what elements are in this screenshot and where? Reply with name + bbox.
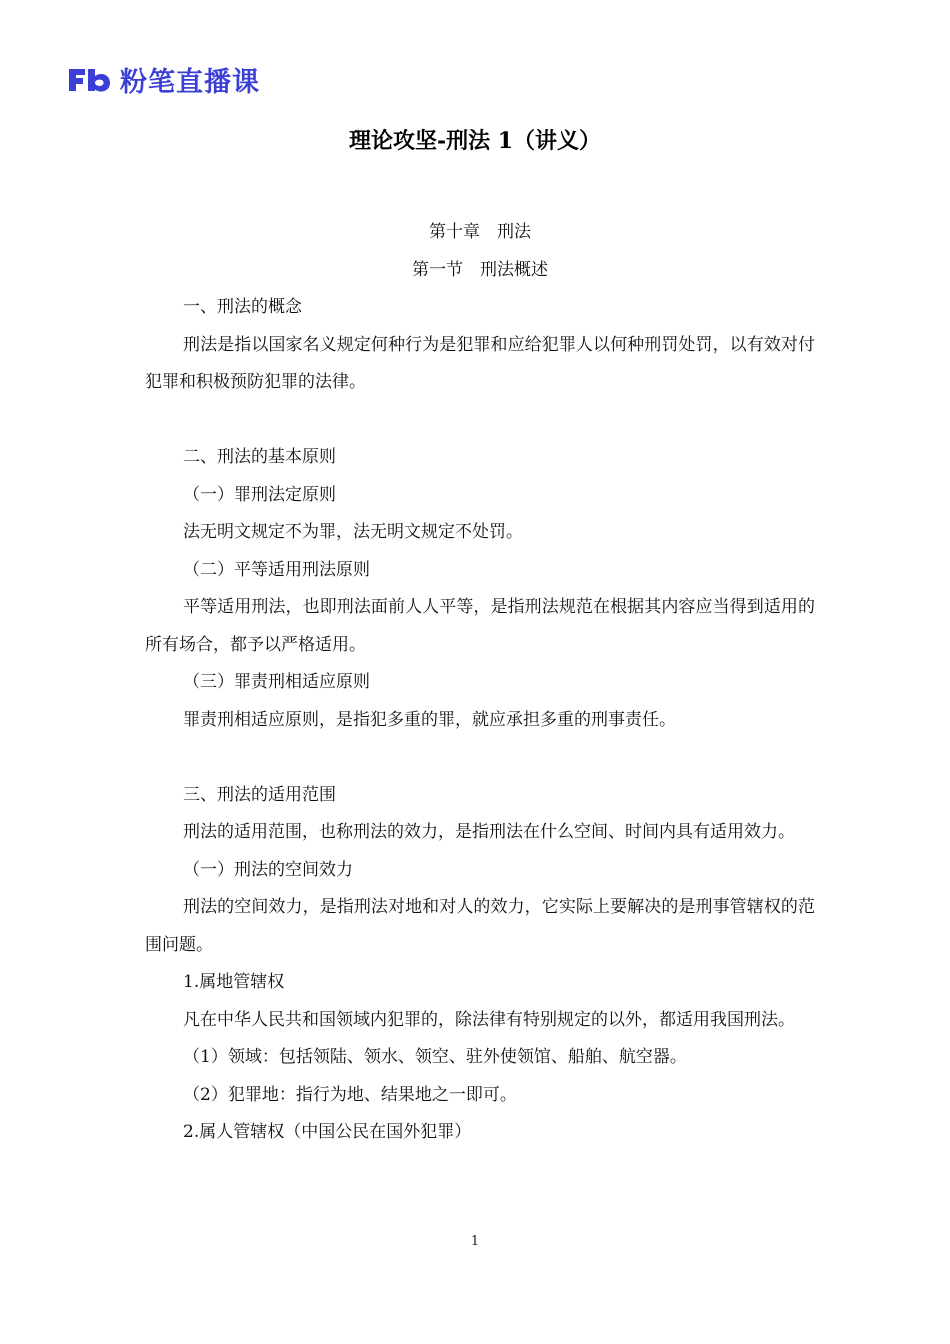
item-personal-jurisdiction: 2.属人管辖权（中国公民在国外犯罪） <box>183 1122 472 1142</box>
subitem-territory: （1）领域：包括领陆、领水、领空、驻外使领馆、船舶、航空器。 <box>183 1047 687 1067</box>
subitem-crime-location: （2）犯罪地：指行为地、结果地之一即可。 <box>183 1084 517 1105</box>
document-title: 理论攻坚-刑法 1（讲义） <box>348 128 602 154</box>
item-territorial-jurisdiction: 1.属地管辖权 <box>183 972 285 992</box>
heading-principles: 二、刑法的基本原则 <box>183 447 336 467</box>
fenbi-logo-icon <box>66 66 112 94</box>
subheading-spatial-effect: （一）刑法的空间效力 <box>183 859 353 880</box>
subheading-legality: （一）罪刑法定原则 <box>183 484 336 505</box>
paragraph-territorial-jurisdiction: 凡在中华人民共和国领域内犯罪的，除法律有特别规定的以外，都适用我国刑法。 <box>183 1009 795 1030</box>
paragraph-equality: 平等适用刑法，也即刑法面前人人平等，是指刑法规范在根据其内容应当得到适用的所有场合，都予以严格适用。 <box>145 597 815 655</box>
paragraph-legality: 法无明文规定不为罪，法无明文规定不处罚。 <box>183 522 523 542</box>
brand-name: 粉笔直播课 <box>120 67 260 98</box>
subheading-equality: （二）平等适用刑法原则 <box>183 559 370 580</box>
paragraph-spatial-effect: 刑法的空间效力，是指刑法对地和对人的效力，它实际上要解决的是刑事管辖权的范围问题。 <box>145 897 815 955</box>
paragraph-concept: 刑法是指以国家名义规定何种行为是犯罪和应给犯罪人以何种刑罚处罚，以有效对付犯罪和积极预防犯罪的法律。 <box>145 334 815 392</box>
brand-logo <box>66 60 260 99</box>
subheading-proportionality: （三）罪责刑相适应原则 <box>183 672 370 692</box>
page-number: 1 <box>470 1234 480 1249</box>
heading-scope: 三、刑法的适用范围 <box>183 784 336 805</box>
spacer <box>145 402 815 440</box>
chapter-heading: 第十章 刑法 <box>429 222 531 242</box>
heading-concept: 一、刑法的概念 <box>183 297 302 317</box>
paragraph-proportionality: 罪责刑相适应原则，是指犯多重的罪，就应承担多重的刑事责任。 <box>183 709 676 730</box>
spacer <box>145 739 815 777</box>
section-heading: 第一节 刑法概述 <box>412 259 548 280</box>
document-body <box>145 214 815 1152</box>
paragraph-scope: 刑法的适用范围，也称刑法的效力，是指刑法在什么空间、时间内具有适用效力。 <box>183 822 795 842</box>
